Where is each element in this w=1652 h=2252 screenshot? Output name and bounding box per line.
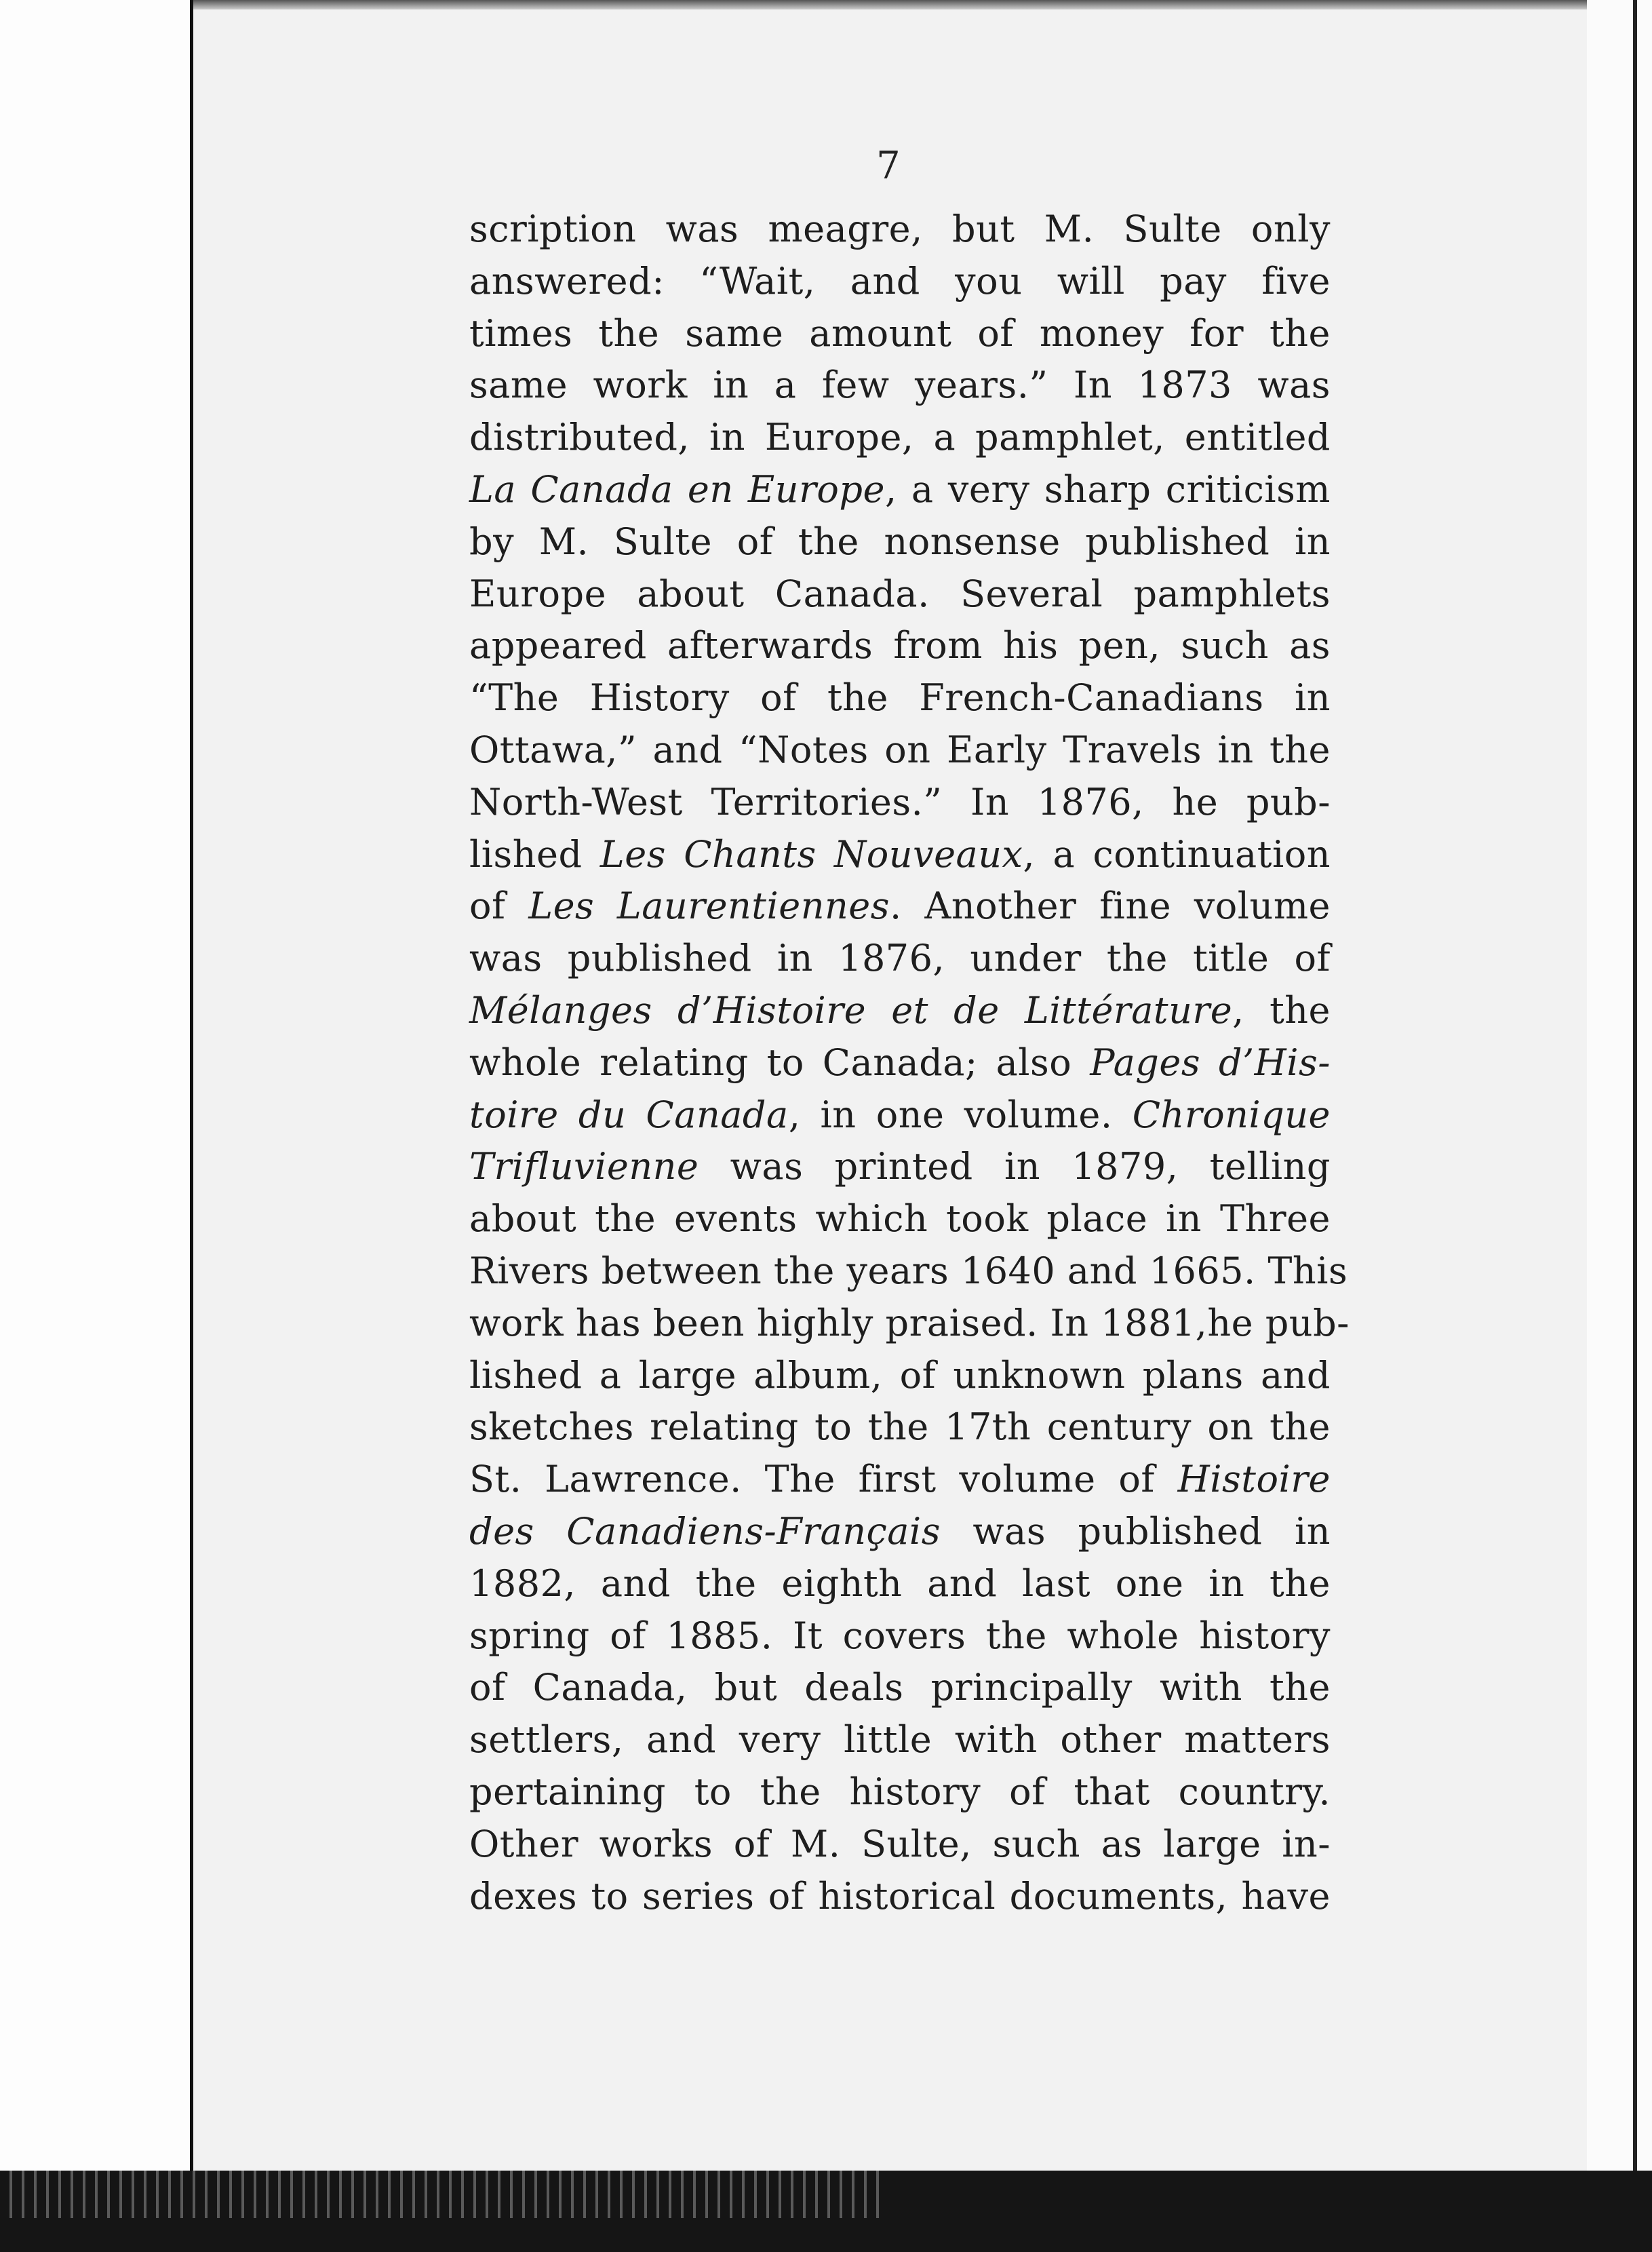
italic-title: Histoire: [1177, 1458, 1331, 1501]
italic-title: des Canadiens-Français: [469, 1509, 941, 1553]
text-line: of Les Laurentiennes. Another fine volume: [469, 885, 1331, 928]
text-line: work has been highly praised. In 1881,he pub-: [469, 1301, 1350, 1344]
right-margin: [1587, 0, 1652, 2171]
scan-bottom-edge: [0, 2171, 1652, 2252]
text-line: Europe about Canada. Several pamphlets: [469, 572, 1331, 615]
scan-bottom-ticks: [0, 2171, 882, 2218]
text-line: by M. Sulte of the nonsense published in: [469, 520, 1331, 563]
text-line: “The History of the French-Canadians in: [469, 676, 1331, 720]
text-line: Mélanges d’Histoire et de Littérature, the: [469, 988, 1331, 1032]
page-right-edge: [1633, 0, 1637, 2252]
binding-gutter-line: [190, 0, 193, 2252]
text-line: Trifluvienne was printed in 1879, telling: [469, 1145, 1331, 1188]
left-margin: [0, 0, 190, 2171]
italic-title: Trifluvienne: [469, 1145, 699, 1188]
text-line: sketches relating to the 17th century on the: [469, 1405, 1331, 1449]
page-number: 7: [876, 144, 901, 188]
text-line: des Canadiens-Français was published in: [469, 1509, 1331, 1553]
text-line: of Canada, but deals principally with the: [469, 1666, 1331, 1709]
italic-title: toire du Canada: [469, 1093, 789, 1136]
text-line: whole relating to Canada; also Pages d’His-: [469, 1041, 1331, 1084]
text-line: distributed, in Europe, a pamphlet, entitled: [469, 416, 1331, 459]
italic-title: Mélanges d’Histoire et de Littérature: [469, 988, 1233, 1032]
text-line: was published in 1876, under the title of: [469, 937, 1331, 980]
text-line: toire du Canada, in one volume. Chronique: [469, 1093, 1331, 1136]
text-line: same work in a few years.” In 1873 was: [469, 364, 1331, 407]
text-line: La Canada en Europe, a very sharp criticism: [469, 467, 1331, 511]
text-line: Other works of M. Sulte, such as large in-: [469, 1822, 1331, 1865]
scan-top-edge: [0, 0, 1652, 9]
text-line: settlers, and very little with other matters: [469, 1718, 1331, 1762]
body-text: [469, 203, 1350, 1922]
text-line: answered: “Wait, and you will pay five: [469, 259, 1331, 303]
text-line: times the same amount of money for the: [469, 311, 1331, 355]
text-line: about the events which took place in Three: [469, 1197, 1331, 1241]
text-line: lished Les Chants Nouveaux, a continuation: [469, 832, 1331, 876]
text-line: dexes to series of historical documents, have: [469, 1874, 1331, 1918]
italic-title: Les Laurentiennes: [528, 885, 890, 928]
italic-title: Pages d’His-: [1090, 1041, 1331, 1084]
text-line: North-West Territories.” In 1876, he pub-: [469, 780, 1331, 823]
text-line: Rivers between the years 1640 and 1665. This: [469, 1249, 1348, 1292]
text-line: St. Lawrence. The first volume of Histoire: [469, 1458, 1331, 1501]
text-line: scription was meagre, but M. Sulte only: [469, 208, 1331, 250]
text-line: 1882, and the eighth and last one in the: [469, 1561, 1331, 1605]
text-line: pertaining to the history of that country.: [469, 1770, 1331, 1813]
italic-title: La Canada en Europe: [469, 467, 885, 511]
text-line: Ottawa,” and “Notes on Early Travels in the: [469, 728, 1331, 771]
italic-title: Les Chants Nouveaux: [599, 832, 1023, 876]
italic-title: Chronique: [1132, 1093, 1331, 1136]
text-line: lished a large album, of unknown plans and: [469, 1353, 1331, 1397]
text-line: spring of 1885. It covers the whole history: [469, 1614, 1331, 1657]
text-line: appeared afterwards from his pen, such as: [469, 624, 1331, 667]
